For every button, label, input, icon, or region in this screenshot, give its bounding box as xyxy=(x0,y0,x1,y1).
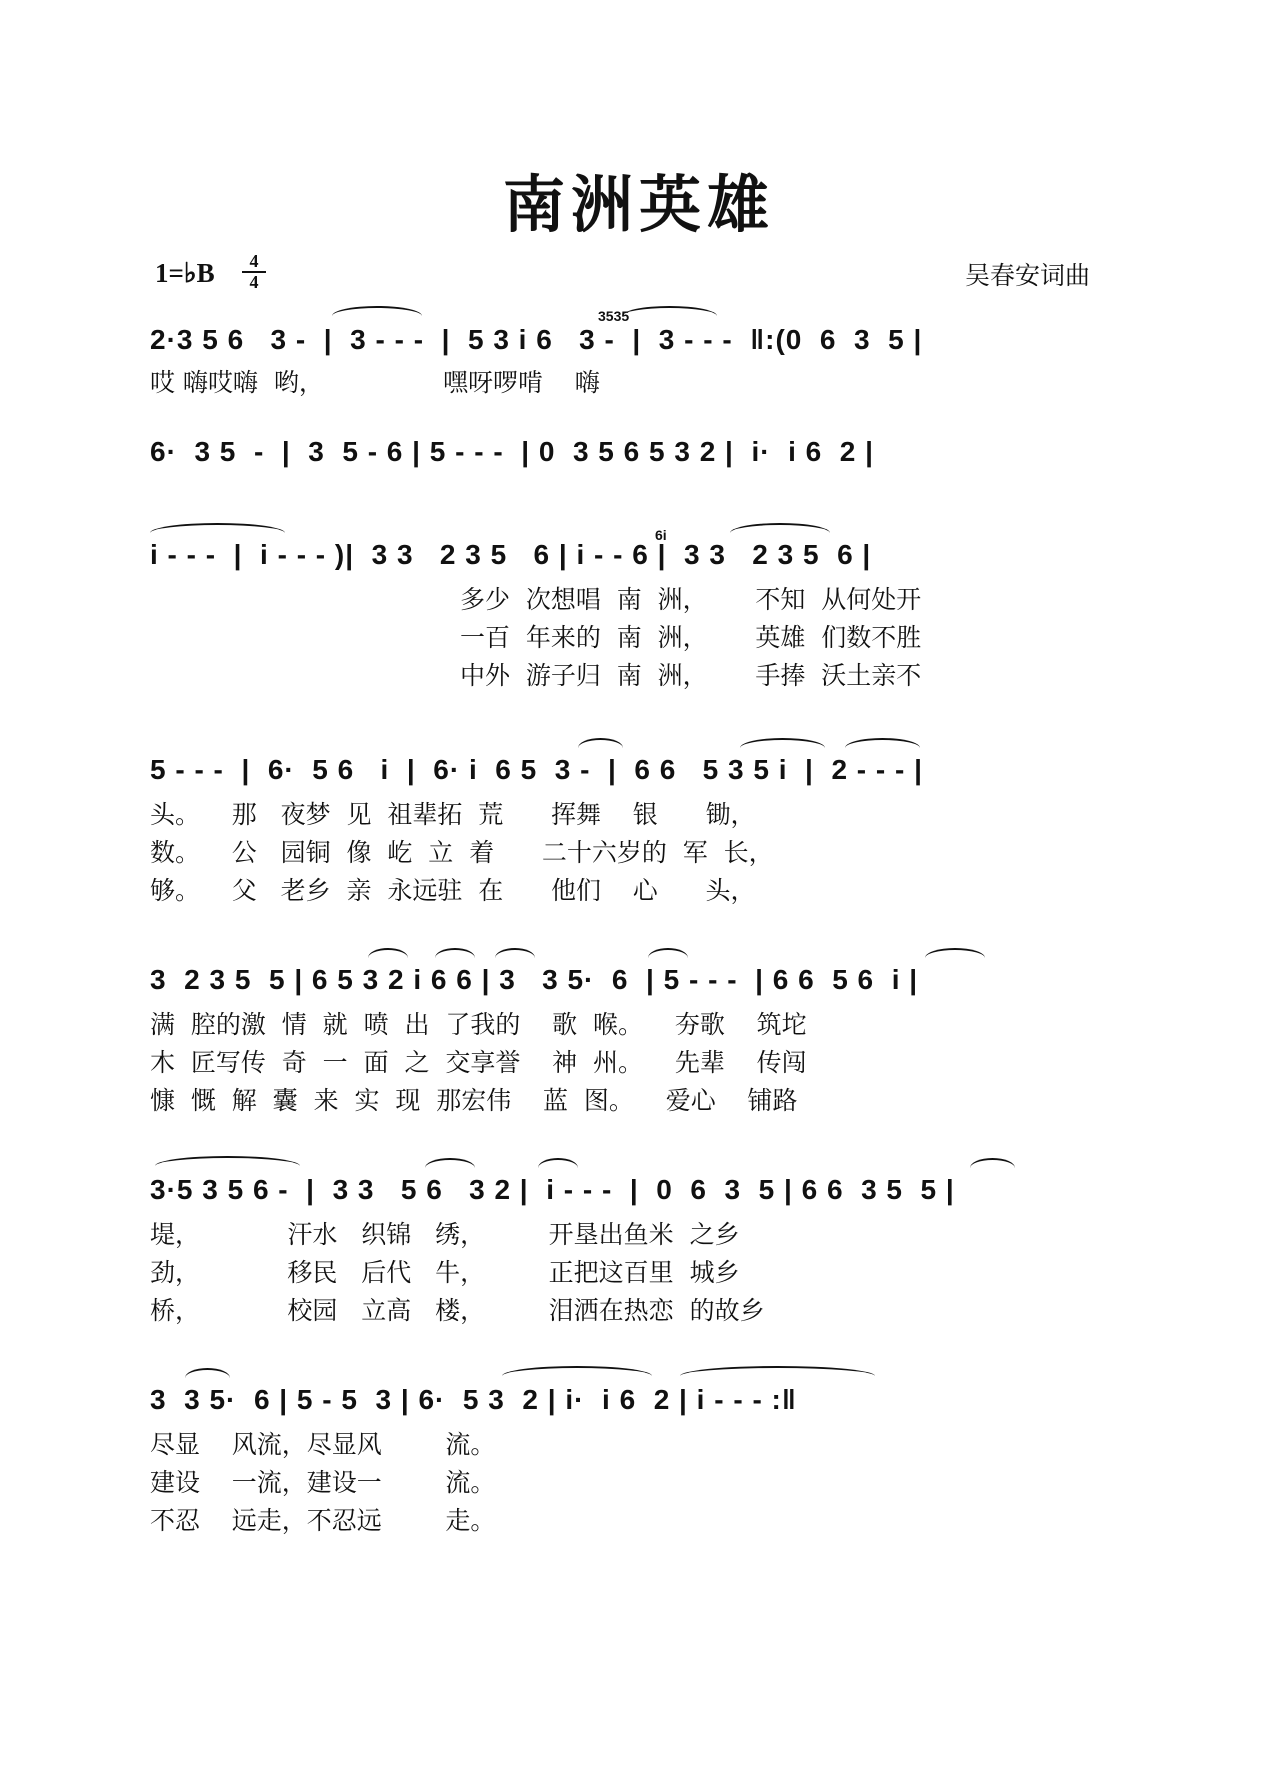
notation-line: 2·3 5 6 3 - | 3 - - - | 5 3 i 6 3 - | 3 - - - ‖:(0 6 3 5 | xyxy=(150,324,923,355)
score-system-1 xyxy=(150,308,1130,397)
author-credit: 吴春安词曲 xyxy=(965,261,1091,290)
lyrics-verse-3: 桥， 校园 立高 楼， 泪洒在热恋 的故乡 xyxy=(150,1296,765,1325)
score-system-5 xyxy=(150,960,1130,1115)
notation-line: 5 - - - | 6· 5 6 i | 6· i 6 5 3 - | 6 6 5 3 5 i | 2 - - - | xyxy=(150,754,923,785)
lyrics-verse-1: 多少 次想唱 南 洲， 不知 从何处开 xyxy=(460,585,922,614)
lyrics-verse-3: 不忍 远走，不忍远 走。 xyxy=(150,1506,496,1535)
score-system-2 xyxy=(150,432,1130,472)
grace-notes: 6i xyxy=(655,527,667,543)
time-signature xyxy=(242,252,266,292)
lyrics-verse-2: 建设 一流，建设一 流。 xyxy=(150,1468,496,1497)
key-signature: 1=♭B xyxy=(155,258,215,288)
lyrics-line-1: 哎 嗨哎嗨 哟， 嘿呀啰啃 嗨 xyxy=(150,368,600,397)
notation-line: 3 3 5· 6 | 5 - 5 3 | 6· 5 3 2 | i· i 6 2 | i - - - :‖ xyxy=(150,1384,797,1415)
lyrics-verse-1: 满 腔的激 情 就 喷 出 了我的 歌 喉。 夯歌 筑坨 xyxy=(150,1010,807,1039)
score-system-4 xyxy=(150,750,1130,905)
notation-line: i - - - | i - - - )| 3 3 2 3 5 6 | i - - 6 | 3 3 2 3 5 6 | xyxy=(150,539,872,570)
lyrics-verse-2: 数。 公 园铜 像 屹 立 着 二十六岁的 军 长， xyxy=(150,838,774,867)
lyrics-verse-2: 木 匠写传 奇 一 面 之 交享誉 神 州。 先辈 传闯 xyxy=(150,1048,807,1077)
notation-line: 3·5 3 5 6 - | 3 3 5 6 3 2 | i - - - | 0 6 3 5 | 6 6 3 5 5 | xyxy=(150,1174,955,1205)
score-system-6 xyxy=(150,1170,1130,1325)
notation-line: 3 2 3 5 5 | 6 5 3 2 i 6 6 | 3 3 5· 6 | 5 - - - | 6 6 5 6 i | xyxy=(150,964,919,995)
lyrics-verse-2: 劲， 移民 后代 牛， 正把这百里 城乡 xyxy=(150,1258,740,1287)
notation-line: 6· 3 5 - | 3 5 - 6 | 5 - - - | 0 3 5 6 5 3 2 | i· i 6 2 | xyxy=(150,436,874,467)
lyrics-verse-3: 中外 游子归 南 洲， 手捧 沃土亲不 xyxy=(460,661,922,690)
score-system-7 xyxy=(150,1380,1130,1535)
lyrics-verse-1: 头。 那 夜梦 见 祖辈拓 荒 挥舞 银 锄， xyxy=(150,800,756,829)
score-system-3 xyxy=(150,527,1130,690)
meter-bottom: 4 xyxy=(242,271,266,292)
lyrics-verse-3: 慷 慨 解 囊 来 实 现 那宏伟 蓝 图。 爱心 铺路 xyxy=(150,1086,798,1115)
song-title: 南洲英雄 xyxy=(502,168,775,241)
meter-top: 4 xyxy=(249,251,259,271)
lyrics-verse-1: 尽显 风流，尽显风 流。 xyxy=(150,1430,496,1459)
grace-notes: 3535 xyxy=(598,308,630,324)
lyrics-verse-2: 一百 年来的 南 洲， 英雄 们数不胜 xyxy=(460,623,922,652)
lyrics-verse-3: 够。 父 老乡 亲 永远驻 在 他们 心 头， xyxy=(150,876,756,905)
lyrics-verse-1: 堤， 汗水 织锦 绣， 开垦出鱼米 之乡 xyxy=(150,1220,740,1249)
